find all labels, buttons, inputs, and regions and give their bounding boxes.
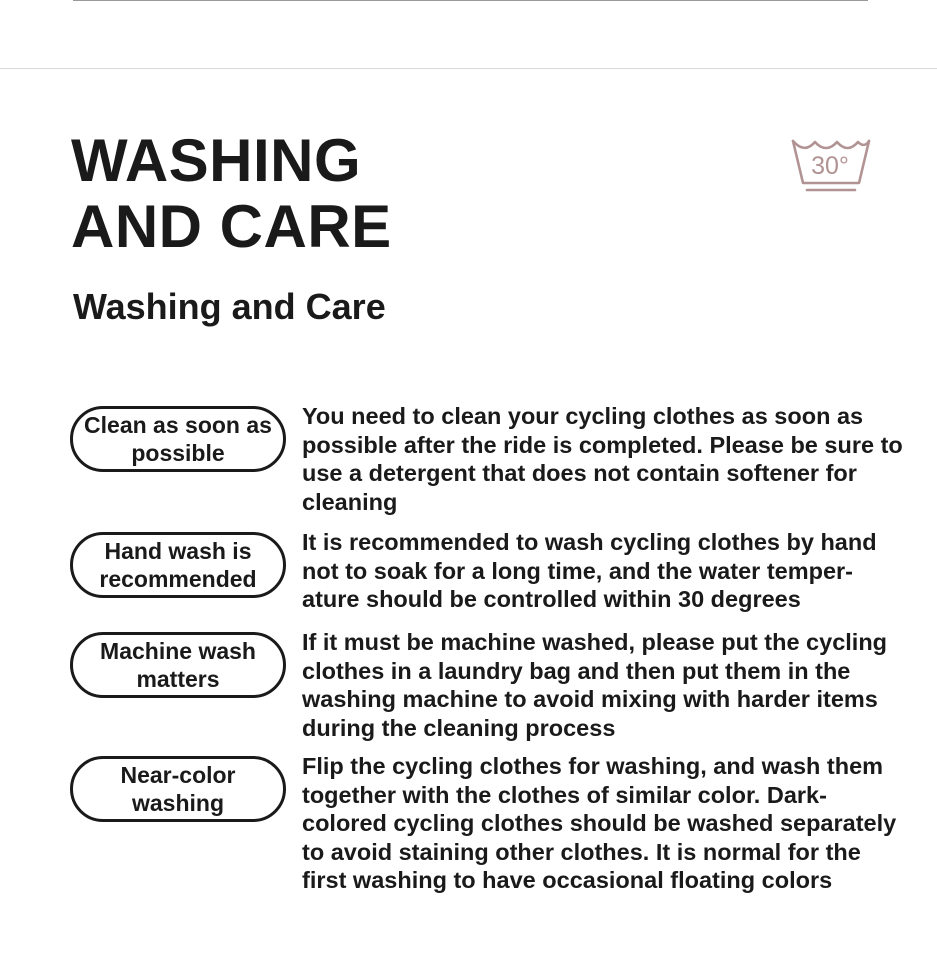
care-label-pill: Clean as soon as possible <box>70 406 286 472</box>
care-label-pill: Near-color washing <box>70 756 286 822</box>
wash-temperature: 30° <box>811 152 849 180</box>
page-title-line-1: WASHING <box>71 127 362 194</box>
care-label-pill: Machine wash matters <box>70 632 286 698</box>
care-description: If it must be machine washed, please put the cycling clothes in a laundry bag and then put them in the washing machine to avoid mixing with harder items during the cleaning process <box>302 629 888 741</box>
page-title <box>71 128 392 260</box>
care-description: You need to clean your cycling clothes as soon as possible after the ride is completed. Please be sure to use a detergent that does not contain softener for cleaning <box>302 403 903 515</box>
care-label-pill: Hand wash is recommended <box>70 532 286 598</box>
page-title-line-2: AND CARE <box>71 193 392 260</box>
top-rule <box>73 0 868 1</box>
care-description: It is recommended to wash cycling clothes by hand not to soak for a long time, and the water temper-ature should be controlled within 30 degrees <box>302 529 877 613</box>
page-subtitle: Washing and Care <box>73 286 386 327</box>
care-description: Flip the cycling clothes for washing, and wash them together with the clothes of similar color. Dark-colored cycling clothes should be washed separately to avoid staining other clothes. It is normal for the first washing to have occasional floating colors <box>302 753 897 894</box>
wash-30-degrees-icon <box>790 136 872 196</box>
section-divider <box>0 68 937 69</box>
